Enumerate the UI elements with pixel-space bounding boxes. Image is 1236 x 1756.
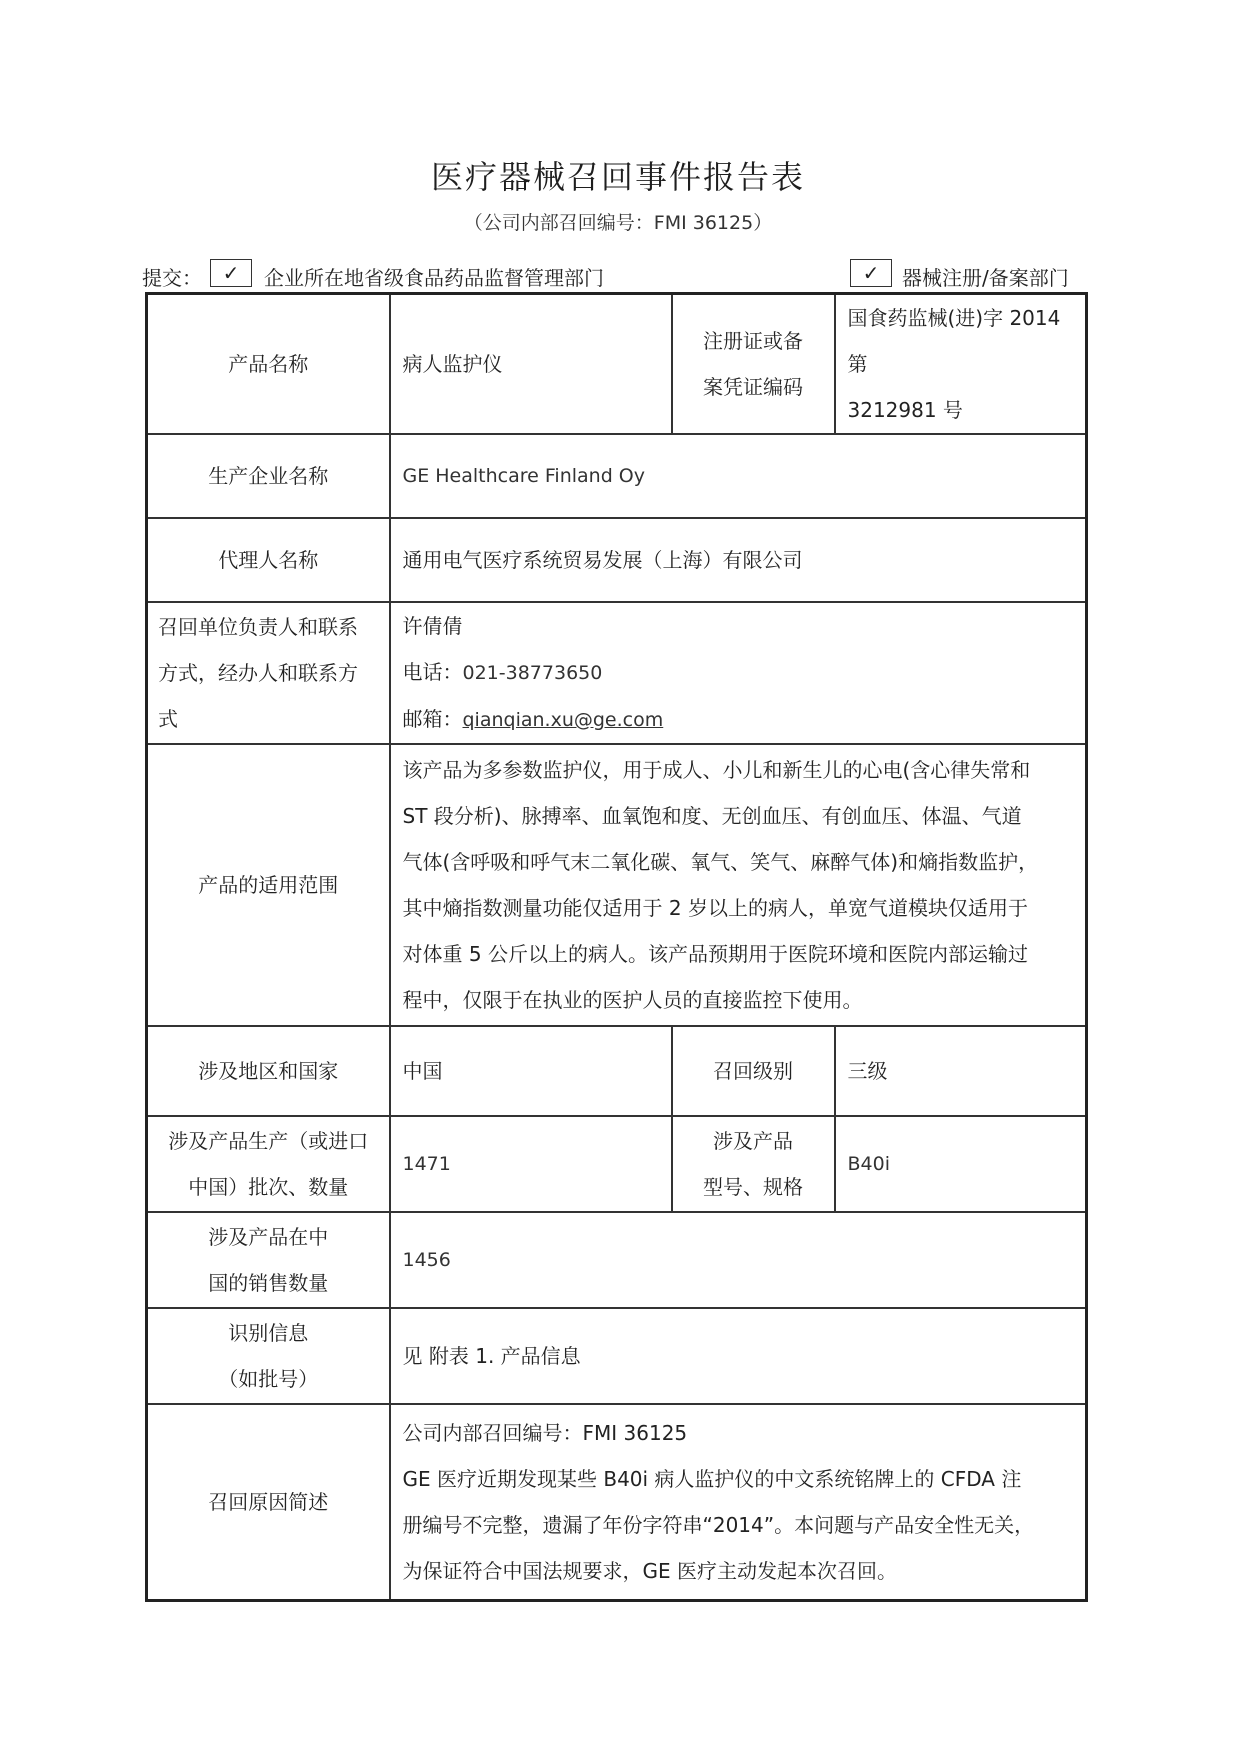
contact-label-line: 方式，经办人和联系方	[158, 661, 358, 685]
model-label-line: 涉及产品	[713, 1129, 793, 1153]
document-title: 医疗器械召回事件报告表	[430, 158, 805, 196]
batch-label-line: 涉及产品生产（或进口	[168, 1129, 369, 1153]
sales-value: 1456	[390, 1212, 1087, 1308]
registration-no-value	[835, 294, 1087, 435]
contact-phone	[403, 649, 1074, 696]
batch-label	[147, 1116, 390, 1212]
agent-label: 代理人名称	[147, 518, 390, 602]
recall-level-value: 三级	[835, 1026, 1087, 1116]
table-row	[147, 1212, 1087, 1308]
email-link[interactable]: qianqian.xu@ge.com	[462, 709, 664, 731]
registration-no-value-line: 国食药监械(进)字 2014 第	[847, 306, 1061, 376]
table-row	[147, 602, 1087, 744]
model-label	[672, 1116, 835, 1212]
table-row	[147, 1308, 1087, 1404]
table-row	[147, 294, 1087, 435]
table-row	[147, 744, 1087, 1026]
region-label: 涉及地区和国家	[147, 1026, 390, 1116]
recall-report-table	[145, 292, 1088, 1602]
scope-label: 产品的适用范围	[147, 744, 390, 1026]
table-row	[147, 518, 1087, 602]
contact-label-line: 召回单位负责人和联系	[158, 615, 358, 639]
checkbox-registration-dept[interactable]: ✓	[850, 259, 892, 287]
scope-line: 对体重 5 公斤以上的病人。该产品预期用于医院环境和医院内部运输过	[402, 942, 1028, 966]
scope-line: 其中熵指数测量功能仅适用于 2 岁以上的病人，单宽气道模块仅适用于	[402, 896, 1028, 920]
registration-dept-label: 器械注册/备案部门	[902, 266, 1069, 290]
contact-email	[403, 696, 1074, 743]
table-row	[147, 1026, 1087, 1116]
table-row	[147, 434, 1087, 518]
recall-reason-label: 召回原因简述	[147, 1404, 390, 1600]
agent-value: 通用电气医疗系统贸易发展（上海）有限公司	[390, 518, 1087, 602]
phone-number: 021-38773650	[462, 662, 603, 684]
contact-label	[147, 602, 390, 744]
sales-label	[147, 1212, 390, 1308]
registration-no-value-line: 3212981 号	[847, 398, 963, 422]
submit-label: 提交：	[142, 266, 202, 290]
reason-line: 册编号不完整，遗漏了年份字符串“2014”。本问题与产品安全性无关，	[402, 1512, 1035, 1537]
sales-label-line: 涉及产品在中	[208, 1225, 329, 1249]
scope-line: 该产品为多参数监护仪，用于成人、小儿和新生儿的心电(含心律失常和	[402, 758, 1031, 782]
batch-value: 1471	[390, 1116, 672, 1212]
reason-line: 为保证符合中国法规要求，GE 医疗主动发起本次召回。	[402, 1558, 897, 1583]
scope-value	[390, 744, 1087, 1026]
provincial-dept-label: 企业所在地省级食品药品监督管理部门	[264, 266, 604, 290]
manufacturer-label: 生产企业名称	[147, 434, 390, 518]
recall-level-label: 召回级别	[672, 1026, 835, 1116]
manufacturer-value: GE Healthcare Finland Oy	[390, 434, 1087, 518]
identification-label-line: 识别信息	[228, 1321, 309, 1345]
contact-label-line: 式	[158, 707, 178, 731]
recall-number-subtitle: （公司内部召回编号：FMI 36125）	[463, 212, 773, 234]
model-label-line: 型号、规格	[703, 1175, 803, 1199]
reason-line: GE 医疗近期发现某些 B40i 病人监护仪的中文系统铭牌上的 CFDA 注	[402, 1466, 1022, 1491]
identification-label	[147, 1308, 390, 1404]
table-row	[147, 1404, 1087, 1600]
product-name-label: 产品名称	[147, 294, 390, 435]
identification-value: 见 附表 1. 产品信息	[390, 1308, 1087, 1404]
email-label: 邮箱：	[402, 707, 463, 731]
scope-line: 气体(含呼吸和呼气末二氧化碳、氧气、笑气、麻醉气体)和熵指数监护，	[402, 850, 1039, 874]
recall-reason-value	[390, 1404, 1087, 1600]
reason-line: 公司内部召回编号：FMI 36125	[402, 1420, 688, 1445]
table-row	[147, 1116, 1087, 1212]
scope-line: 程中，仅限于在执业的医护人员的直接监控下使用。	[402, 988, 863, 1012]
registration-no-label	[672, 294, 835, 435]
contact-value	[390, 602, 1087, 744]
batch-label-line: 中国）批次、数量	[188, 1175, 349, 1199]
contact-name: 许倩倩	[402, 614, 463, 638]
identification-label-line: （如批号）	[218, 1367, 319, 1391]
registration-no-label-line: 案凭证编码	[703, 375, 803, 399]
checkbox-provincial-dept[interactable]: ✓	[210, 259, 252, 287]
sales-label-line: 国的销售数量	[208, 1271, 329, 1295]
registration-no-label-line: 注册证或备	[703, 329, 803, 353]
scope-line: ST 段分析)、脉搏率、血氧饱和度、无创血压、有创血压、体温、气道	[402, 804, 1022, 828]
phone-label: 电话：	[402, 660, 463, 684]
region-value: 中国	[390, 1026, 672, 1116]
product-name-value: 病人监护仪	[390, 294, 672, 435]
submit-row	[142, 258, 1087, 292]
model-value: B40i	[835, 1116, 1087, 1212]
